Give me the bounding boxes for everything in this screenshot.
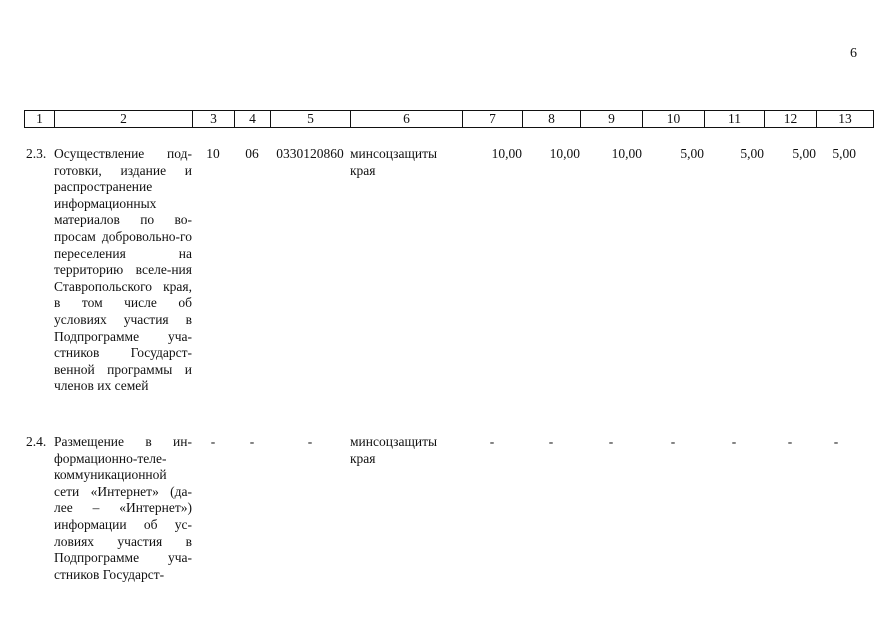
row-col-13: 5,00	[832, 146, 856, 161]
row-number: 2.4.	[26, 434, 47, 449]
header-col-6: 6	[351, 111, 463, 128]
header-col-13: 13	[817, 111, 874, 128]
header-col-9: 9	[581, 111, 643, 128]
header-col-10: 10	[643, 111, 705, 128]
column-number-header	[24, 110, 874, 128]
header-col-12: 12	[765, 111, 817, 128]
row-col-11: -	[731, 434, 737, 449]
row-col-10: -	[670, 434, 676, 449]
row-col-3: 10	[206, 146, 220, 161]
row-col-3: -	[210, 434, 216, 449]
header-col-1: 1	[25, 111, 55, 128]
row-col-12: -	[787, 434, 793, 449]
header-col-3: 3	[193, 111, 235, 128]
header-col-11: 11	[705, 111, 765, 128]
row-col-5: -	[307, 434, 313, 449]
row-description: Осуществление под-готовки, издание и распространение информационных материалов по во-просам добровольно-го переселения на территорию вселе-ния Ставропольского края, в том числе об условиях участия в Подпрограмме уча-стников Государст-венной программы и членов их семей	[54, 146, 192, 394]
row-number: 2.3.	[26, 146, 47, 161]
header-col-8: 8	[523, 111, 581, 128]
header-col-2: 2	[55, 111, 193, 128]
row-col-7: 10,00	[491, 146, 522, 161]
row-col-6: минсоцзащиты края	[350, 434, 438, 466]
row-col-9: 10,00	[611, 146, 642, 161]
header-col-5: 5	[271, 111, 351, 128]
row-col-13: -	[833, 434, 839, 449]
row-col-10: 5,00	[680, 146, 704, 161]
row-col-7: -	[489, 434, 495, 449]
page-number: 6	[850, 46, 857, 61]
row-col-12: 5,00	[792, 146, 816, 161]
row-col-5: 0330120860	[276, 146, 344, 161]
row-col-4: -	[249, 434, 255, 449]
header-col-7: 7	[463, 111, 523, 128]
row-col-9: -	[608, 434, 614, 449]
row-col-8: 10,00	[549, 146, 580, 161]
row-col-8: -	[548, 434, 554, 449]
row-col-4: 06	[245, 146, 259, 161]
row-col-6: минсоцзащиты края	[350, 146, 438, 178]
row-description: Размещение в ин-формационно-теле-коммуникационной сети «Интернет» (да-лее – «Интернет») информации об ус-ловиях участия в Подпрограмме уча-стников Государст-	[54, 434, 192, 582]
header-col-4: 4	[235, 111, 271, 128]
row-col-11: 5,00	[740, 146, 764, 161]
